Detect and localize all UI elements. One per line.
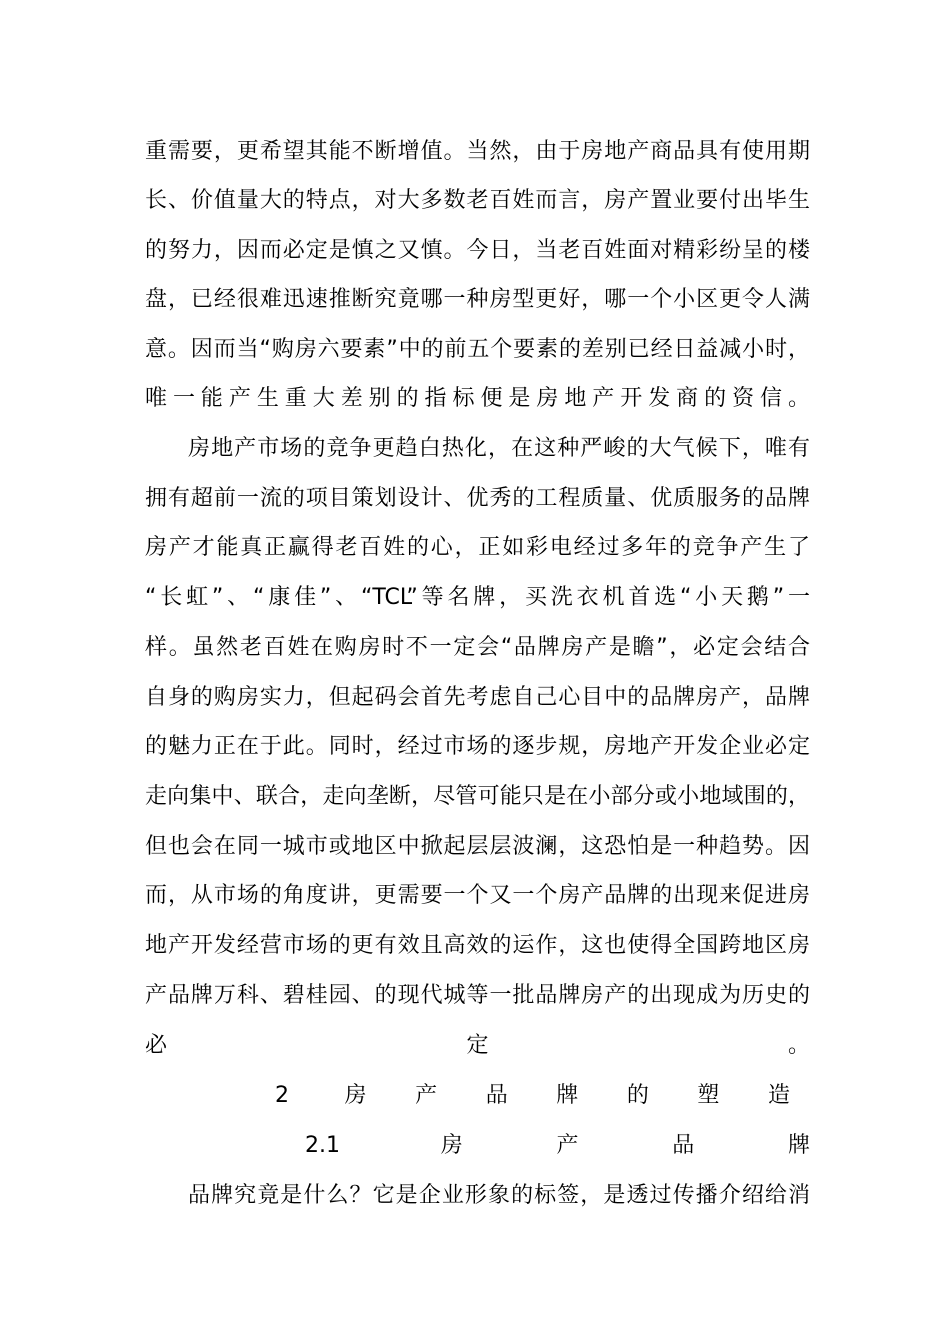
body-line-10: “长虹”、“康佳”、“TCL”等名牌，买洗衣机首选“小天鹅”一	[145, 585, 810, 610]
body-line-18: 产品牌万科、碧桂园、的现代城等一批品牌房产的出现成为历史的	[145, 983, 810, 1008]
body-line-5: 意。因而当“购房六要素”中的前五个要素的差别已经日益减小时，	[145, 337, 810, 362]
body-line-9: 房产才能真正赢得老百姓的心，正如彩电经过多年的竞争产生了	[145, 535, 810, 560]
body-line-13: 的魅力正在于此。同时，经过市场的逐步规，房地产开发企业必定	[145, 734, 810, 759]
section-heading: 2 房产品牌的塑造	[275, 1083, 790, 1108]
body-line-1: 重需要，更希望其能不断增值。当然，由于房地产商品具有使用期	[145, 139, 810, 164]
body-line-11: 样。虽然老百姓在购房时不一定会“品牌房产是瞻”，必定会结合	[145, 635, 810, 660]
body-line-14: 走向集中、联合，走向垄断，尽管可能只是在小部分或小地域围的，	[145, 784, 810, 809]
subsection-heading: 2.1 房产品牌	[305, 1133, 810, 1158]
body-line-6: 唯一能产生重大差别的指标便是房地产开发商的资信。	[145, 386, 810, 411]
body-line-17: 地产开发经营市场的更有效且高效的运作，这也使得全国跨地区房	[145, 933, 810, 958]
body-line-3: 的努力，因而必定是慎之又慎。今日，当老百姓面对精彩纷呈的楼	[145, 238, 810, 263]
body-line-22: 品牌究竟是什么？它是企业形象的标签，是透过传播介绍给消	[188, 1183, 810, 1208]
body-line-4: 盘，已经很难迅速推断究竟哪一种房型更好，哪一个小区更令人满	[145, 287, 810, 312]
body-line-16: 而，从市场的角度讲，更需要一个又一个房产品牌的出现来促进房	[145, 883, 810, 908]
body-line-19: 必定。	[145, 1033, 810, 1058]
body-line-12: 自身的购房实力，但起码会首先考虑自己心目中的品牌房产，品牌	[145, 685, 810, 710]
paragraph-start-line: 房地产市场的竞争更趋白热化，在这种严峻的大气候下，唯有	[188, 436, 810, 461]
body-line-2: 长、价值量大的特点，对大多数老百姓而言，房产置业要付出毕生	[145, 188, 810, 213]
body-line-8: 拥有超前一流的项目策划设计、优秀的工程质量、优质服务的品牌	[145, 486, 810, 511]
body-line-15: 但也会在同一城市或地区中掀起层层波澜，这恐怕是一种趋势。因	[145, 834, 810, 859]
